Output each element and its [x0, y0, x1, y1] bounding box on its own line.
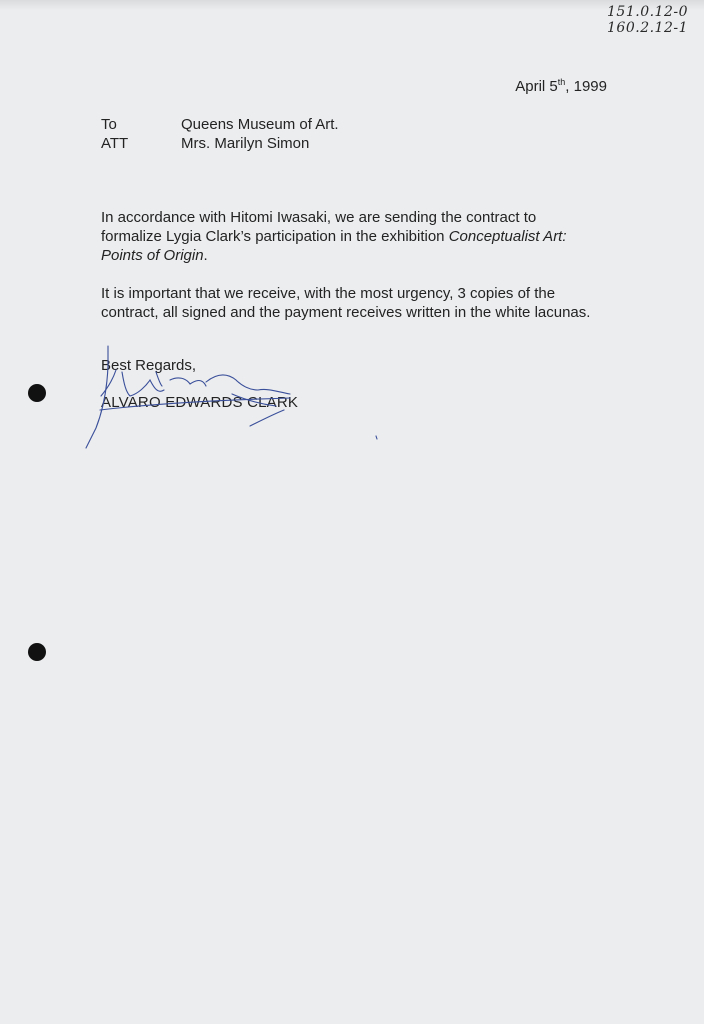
- para1-end: .: [203, 247, 208, 264]
- exhibition-title: Conceptualist Art: Points of Origin: [101, 228, 567, 264]
- date-prefix: April 5: [515, 78, 558, 95]
- body-paragraph-2: It is important that we receive, with the most urgency, 3 copies of the contract, all signed and the payment receives written in the white lacunas.: [101, 285, 591, 321]
- archive-number-2: 160.2.12-1: [607, 20, 688, 36]
- closing: Best Regards,: [101, 357, 197, 374]
- para1-text: In accordance with Hitomi Iwasaki, we are sending the contract to formalize Lygia Clark’s participation in the exhibition: [101, 209, 537, 245]
- to-label: To: [101, 116, 117, 133]
- archive-number-1: 151.0.12-0: [607, 4, 688, 20]
- date-year: , 1999: [565, 78, 607, 95]
- punch-hole-top: [28, 384, 46, 402]
- sender-name: ALVARO EDWARDS CLARK: [101, 394, 299, 411]
- att-label: ATT: [101, 135, 129, 152]
- date-suffix: th: [557, 77, 566, 87]
- recipient-name: Queens Museum of Art.: [181, 116, 339, 133]
- punch-hole-bottom: [28, 643, 46, 661]
- attention-name: Mrs. Marilyn Simon: [181, 135, 310, 152]
